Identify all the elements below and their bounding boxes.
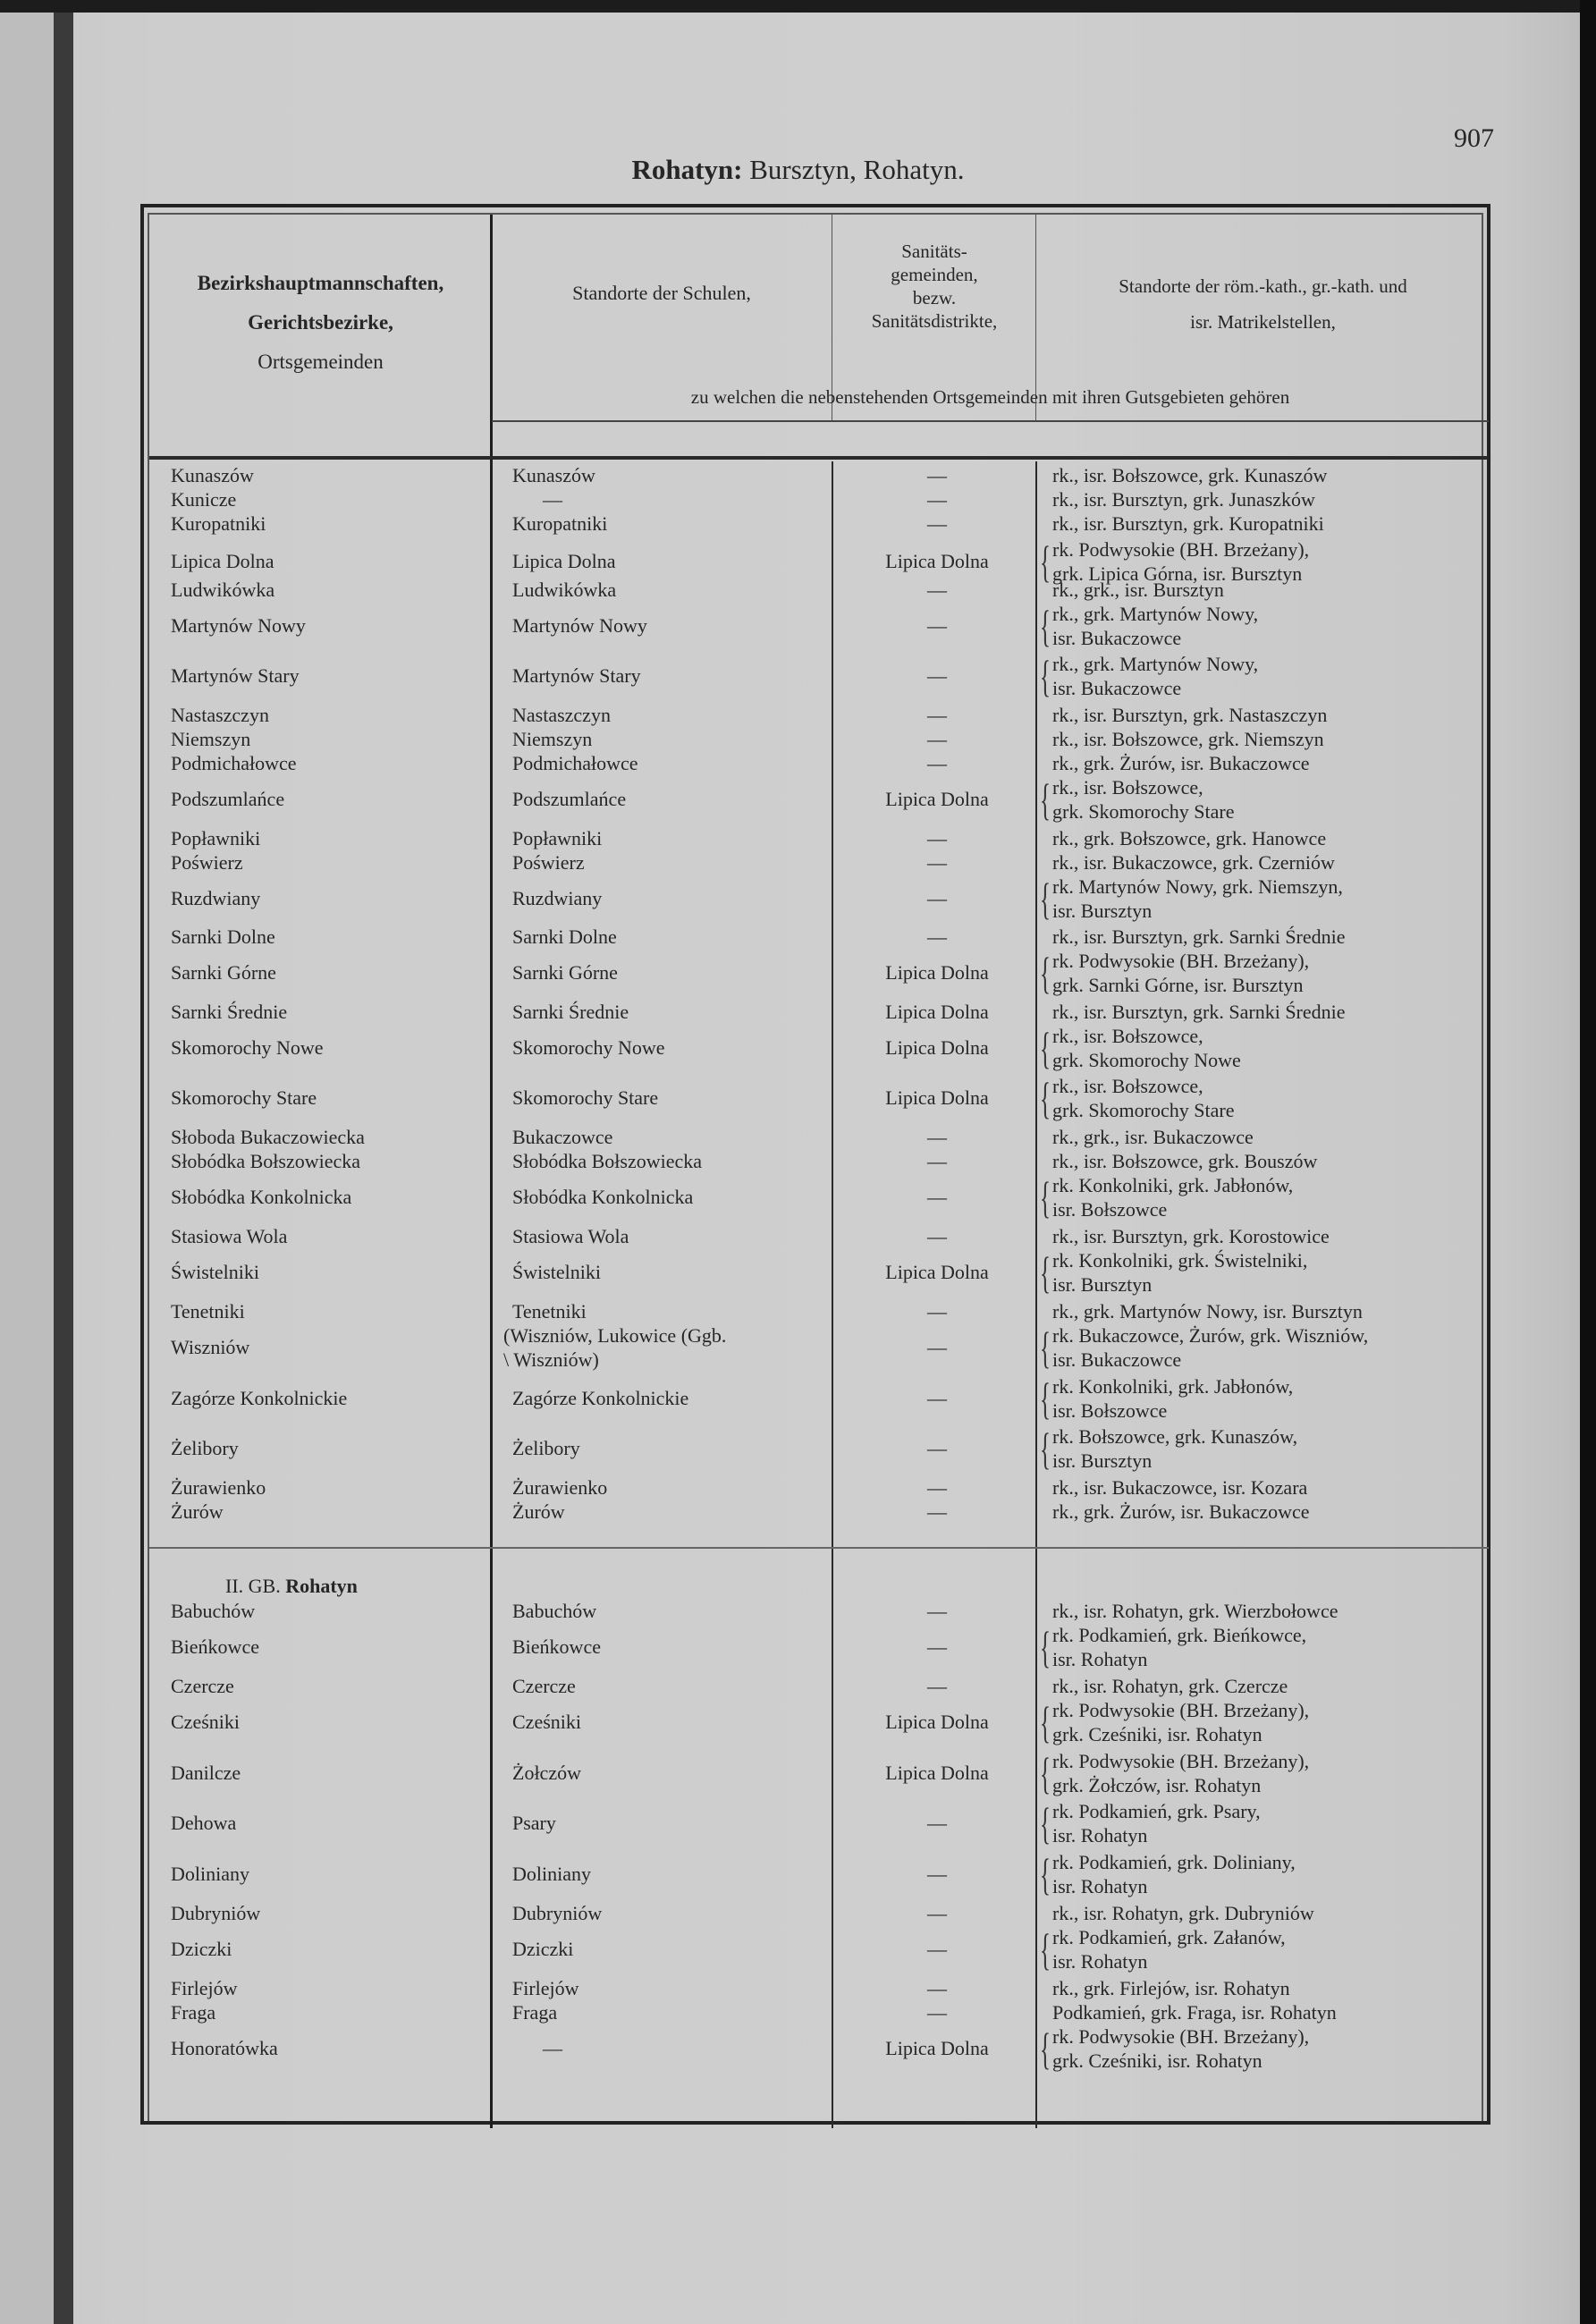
book-binding bbox=[54, 13, 73, 2324]
cell-schule: Stasiowa Wola bbox=[512, 1225, 629, 1247]
cell-ortsgemeinde: Kunaszów bbox=[171, 464, 254, 486]
cell-matrikel-line: isr. Bursztyn bbox=[1052, 1273, 1153, 1296]
cell-matrikelstellen bbox=[1040, 1323, 1490, 1373]
cell-schule: Zagórze Konkolnickie bbox=[512, 1387, 689, 1409]
page-title bbox=[0, 154, 1596, 186]
column-divider-3 bbox=[1035, 461, 1037, 2128]
cell-sanitaetsgemeinde: Lipica Dolna bbox=[885, 550, 989, 572]
cell-matrikel-line: rk. Podkamień, grk. Załanów, bbox=[1052, 1926, 1286, 1948]
cell-schule: Sarnki Średnie bbox=[512, 1001, 629, 1023]
brace-icon: { bbox=[1040, 1247, 1051, 1297]
cell-matrikel-line: grk. Żołczów, isr. Rohatyn bbox=[1052, 1774, 1262, 1796]
cell-sanitaetsgemeinde: — bbox=[927, 488, 947, 511]
cell-matrikelstellen bbox=[1040, 1798, 1490, 1848]
cell-matrikelstellen bbox=[1052, 1299, 1490, 1323]
cell-sanitaetsgemeinde: Lipica Dolna bbox=[885, 1762, 989, 1784]
cell-sanitaetsgemeinde: — bbox=[927, 1300, 947, 1323]
cell-ortsgemeinde: Dziczki bbox=[171, 1938, 232, 1960]
brace-icon: { bbox=[1040, 1697, 1051, 1747]
header-col1-line2: Gerichtsbezirke, bbox=[248, 311, 393, 334]
cell-schule bbox=[503, 1323, 816, 1372]
cell-ortsgemeinde: Cześniki bbox=[171, 1711, 240, 1733]
cell-matrikel-line: isr. Rohatyn bbox=[1052, 1824, 1148, 1847]
section-2-title bbox=[225, 1574, 538, 1598]
cell-schule: Popławniki bbox=[512, 827, 603, 849]
cell-ortsgemeinde: Świstelniki bbox=[171, 1261, 260, 1283]
cell-sanitaetsgemeinde: Lipica Dolna bbox=[885, 1001, 989, 1023]
brace-icon: { bbox=[1040, 651, 1051, 701]
brace-icon: { bbox=[1040, 537, 1051, 587]
header-col3-line4: Sanitätsdistrikte, bbox=[871, 310, 998, 332]
header-col1-line1: Bezirkshauptmannschaften, bbox=[197, 272, 444, 294]
cell-sanitaetsgemeinde: — bbox=[927, 1476, 947, 1499]
cell-ortsgemeinde: Słobódka Bołszowiecka bbox=[171, 1150, 361, 1172]
cell-matrikel-line: rk. Podwysokie (BH. Brzeżany), bbox=[1052, 2025, 1310, 2048]
cell-schule: Firlejów bbox=[512, 1977, 579, 1999]
header-subheader: zu welchen die nebenstehenden Ortsgemeinden mit ihren Gutsgebieten gehören bbox=[690, 386, 1290, 408]
section-divider-rule bbox=[149, 1547, 1489, 1549]
cell-matrikel-line: isr. Rohatyn bbox=[1052, 1648, 1148, 1670]
cell-schule: Żurawienko bbox=[512, 1476, 608, 1499]
cell-matrikelstellen bbox=[1040, 1697, 1490, 1747]
header-col3-line1: Sanitäts- bbox=[901, 241, 967, 262]
cell-matrikelstellen bbox=[1052, 850, 1490, 875]
cell-ortsgemeinde: Dubryniów bbox=[171, 1902, 261, 1924]
cell-ortsgemeinde: Żelibory bbox=[171, 1437, 239, 1459]
page-number: 907 bbox=[1454, 123, 1494, 153]
cell-matrikelstellen bbox=[1052, 1125, 1490, 1149]
brace-icon: { bbox=[1040, 1849, 1051, 1899]
cell-matrikelstellen bbox=[1040, 774, 1490, 824]
cell-ortsgemeinde: Słoboda Bukaczowiecka bbox=[171, 1126, 365, 1148]
cell-matrikel-line: Podkamień, grk. Fraga, isr. Rohatyn bbox=[1052, 2001, 1337, 2024]
section-2-title-prefix: II. GB. bbox=[225, 1575, 286, 1597]
cell-ortsgemeinde: Stasiowa Wola bbox=[171, 1225, 288, 1247]
header-col-gemeinden bbox=[149, 264, 492, 382]
cell-sanitaetsgemeinde: — bbox=[927, 512, 947, 535]
cell-sanitaetsgemeinde: — bbox=[927, 614, 947, 637]
cell-sanitaetsgemeinde: — bbox=[927, 1150, 947, 1172]
header-col1-line3: Ortsgemeinden bbox=[258, 351, 384, 373]
header-col3-line3: bezw. bbox=[912, 287, 957, 308]
cell-matrikelstellen bbox=[1040, 948, 1490, 998]
cell-ortsgemeinde: Kuropatniki bbox=[171, 512, 266, 535]
cell-ortsgemeinde: Danilcze bbox=[171, 1762, 241, 1784]
title-district: Rohatyn: bbox=[631, 154, 743, 185]
cell-matrikel-line: rk. Podkamień, grk. Bieńkowce, bbox=[1052, 1624, 1307, 1646]
cell-ortsgemeinde: Martynów Stary bbox=[171, 664, 300, 687]
brace-icon: { bbox=[1040, 774, 1051, 824]
cell-schule: Sarnki Górne bbox=[512, 961, 618, 984]
cell-ortsgemeinde: Nastaszczyn bbox=[171, 704, 269, 726]
cell-sanitaetsgemeinde: — bbox=[927, 1225, 947, 1247]
header-col4-line1: Standorte der röm.-kath., gr.-kath. und bbox=[1119, 275, 1407, 297]
cell-sanitaetsgemeinde: — bbox=[927, 579, 947, 601]
cell-sanitaetsgemeinde: Lipica Dolna bbox=[885, 1261, 989, 1283]
cell-sanitaetsgemeinde: — bbox=[927, 827, 947, 849]
cell-matrikel-line: isr. Bursztyn bbox=[1052, 1449, 1153, 1472]
cell-ortsgemeinde: Słobódka Konkolnicka bbox=[171, 1186, 352, 1208]
cell-ortsgemeinde: Popławniki bbox=[171, 827, 261, 849]
cell-matrikelstellen bbox=[1052, 1500, 1490, 1524]
cell-schule: Bieńkowce bbox=[512, 1635, 601, 1658]
facing-page-edge bbox=[0, 13, 55, 2324]
cell-matrikel-line: isr. Rohatyn bbox=[1052, 1875, 1148, 1897]
cell-matrikel-line: rk. Martynów Nowy, grk. Niemszyn, bbox=[1052, 875, 1343, 898]
brace-icon: { bbox=[1040, 1073, 1051, 1123]
cell-matrikel-line: rk. Podwysokie (BH. Brzeżany), bbox=[1052, 950, 1310, 972]
cell-matrikel-line: rk., grk. Martynów Nowy, bbox=[1052, 653, 1259, 675]
cell-ortsgemeinde: Skomorochy Nowe bbox=[171, 1036, 324, 1059]
cell-matrikelstellen bbox=[1040, 651, 1490, 701]
cell-matrikelstellen bbox=[1040, 2024, 1490, 2074]
brace-icon: { bbox=[1040, 1172, 1051, 1222]
cell-sanitaetsgemeinde: — bbox=[927, 1186, 947, 1208]
cell-sanitaetsgemeinde: — bbox=[927, 1600, 947, 1622]
cell-schule: — bbox=[543, 488, 562, 511]
cell-schule: Skomorochy Nowe bbox=[512, 1036, 665, 1059]
cell-schule: Lipica Dolna bbox=[512, 550, 616, 572]
cell-matrikelstellen bbox=[1040, 1849, 1490, 1899]
cell-sanitaetsgemeinde: — bbox=[927, 1812, 947, 1834]
cell-schule: Podszumlańce bbox=[512, 788, 627, 810]
cell-matrikel-line: rk. Podkamień, grk. Psary, bbox=[1052, 1800, 1261, 1822]
cell-ortsgemeinde: Podszumlańce bbox=[171, 788, 285, 810]
cell-matrikel-line: grk. Cześniki, isr. Rohatyn bbox=[1052, 2049, 1262, 2072]
header-col-matrikel bbox=[1037, 268, 1489, 340]
cell-matrikelstellen bbox=[1052, 925, 1490, 949]
cell-matrikelstellen bbox=[1052, 727, 1490, 751]
cell-schule: Niemszyn bbox=[512, 728, 593, 750]
cell-matrikelstellen bbox=[1052, 1475, 1490, 1500]
column-divider-2 bbox=[832, 461, 833, 2128]
cell-schule: Fraga bbox=[512, 2001, 558, 2024]
cell-matrikel-line: rk., isr. Bursztyn, grk. Kuropatniki bbox=[1052, 512, 1324, 535]
column-divider-1 bbox=[490, 215, 493, 2128]
cell-matrikel-line: isr. Rohatyn bbox=[1052, 1950, 1148, 1973]
cell-schule: Świstelniki bbox=[512, 1261, 602, 1283]
cell-matrikelstellen bbox=[1052, 1901, 1490, 1925]
cell-matrikelstellen bbox=[1040, 601, 1490, 651]
cell-matrikelstellen bbox=[1040, 1622, 1490, 1672]
cell-matrikel-line: rk., grk. Bołszowce, grk. Hanowce bbox=[1052, 827, 1327, 849]
brace-icon: { bbox=[1040, 1798, 1051, 1848]
cell-ortsgemeinde: Niemszyn bbox=[171, 728, 251, 750]
cell-sanitaetsgemeinde: Lipica Dolna bbox=[885, 1086, 989, 1109]
cell-sanitaetsgemeinde: — bbox=[927, 728, 947, 750]
cell-matrikel-line: rk., grk. Żurów, isr. Bukaczowce bbox=[1052, 1500, 1310, 1523]
cell-schule: Psary bbox=[512, 1812, 556, 1834]
cell-matrikelstellen bbox=[1040, 1373, 1490, 1424]
cell-matrikel-line: rk., grk. Żurów, isr. Bukaczowce bbox=[1052, 752, 1310, 774]
cell-schule: Żołczów bbox=[512, 1762, 581, 1784]
cell-sanitaetsgemeinde: — bbox=[927, 704, 947, 726]
cell-ortsgemeinde: Sarnki Średnie bbox=[171, 1001, 288, 1023]
cell-sanitaetsgemeinde: — bbox=[927, 925, 947, 948]
cell-matrikel-line: rk., isr. Rohatyn, grk. Dubryniów bbox=[1052, 1902, 1314, 1924]
cell-sanitaetsgemeinde: — bbox=[927, 1977, 947, 1999]
cell-ortsgemeinde: Żurów bbox=[171, 1500, 224, 1523]
cell-matrikel-line: rk. Bukaczowce, Żurów, grk. Wiszniów, bbox=[1052, 1324, 1369, 1347]
cell-matrikel-line: rk., isr. Bursztyn, grk. Nastaszczyn bbox=[1052, 704, 1328, 726]
cell-schule: Słobódka Konkolnicka bbox=[512, 1186, 694, 1208]
cell-matrikelstellen bbox=[1052, 463, 1490, 487]
cell-matrikel-line: isr. Bursztyn bbox=[1052, 900, 1153, 922]
cell-matrikel-line: rk., isr. Rohatyn, grk. Wierzbołowce bbox=[1052, 1600, 1338, 1622]
cell-ortsgemeinde: Tenetniki bbox=[171, 1300, 245, 1323]
cell-sanitaetsgemeinde: Lipica Dolna bbox=[885, 961, 989, 984]
cell-sanitaetsgemeinde: — bbox=[927, 1126, 947, 1148]
cell-schule: Kuropatniki bbox=[512, 512, 608, 535]
brace-icon: { bbox=[1040, 2024, 1051, 2074]
cell-matrikelstellen bbox=[1040, 874, 1490, 924]
cell-sanitaetsgemeinde: — bbox=[927, 851, 947, 874]
cell-matrikelstellen bbox=[1040, 1424, 1490, 1474]
cell-matrikel-line: rk. Konkolniki, grk. Jabłonów, bbox=[1052, 1174, 1294, 1196]
cell-schule: Żelibory bbox=[512, 1437, 580, 1459]
cell-matrikelstellen bbox=[1052, 1976, 1490, 2000]
cell-schule: Bukaczowce bbox=[512, 1126, 613, 1148]
cell-matrikel-line: grk. Lipica Górna, isr. Bursztyn bbox=[1052, 562, 1303, 585]
cell-matrikel-line: rk., isr. Bukaczowce, grk. Czerniów bbox=[1052, 851, 1335, 874]
cell-matrikel-line: rk. Podkamień, grk. Doliniany, bbox=[1052, 1851, 1296, 1873]
cell-schule-line: (Wiszniów, Lukowice (Ggb. bbox=[503, 1324, 727, 1347]
cell-ortsgemeinde: Firlejów bbox=[171, 1977, 238, 1999]
cell-matrikelstellen bbox=[1052, 487, 1490, 511]
cell-sanitaetsgemeinde: — bbox=[927, 464, 947, 486]
cell-schule: Ludwikówka bbox=[512, 579, 617, 601]
cell-matrikel-line: grk. Skomorochy Nowe bbox=[1052, 1049, 1241, 1071]
cell-schule: Żurów bbox=[512, 1500, 565, 1523]
cell-matrikelstellen bbox=[1052, 1674, 1490, 1698]
cell-matrikel-line: rk., grk., isr. Bursztyn bbox=[1052, 579, 1224, 601]
cell-sanitaetsgemeinde: — bbox=[927, 887, 947, 909]
cell-ortsgemeinde: Martynów Nowy bbox=[171, 614, 306, 637]
cell-sanitaetsgemeinde: — bbox=[927, 1437, 947, 1459]
cell-ortsgemeinde: Bieńkowce bbox=[171, 1635, 259, 1658]
cell-ortsgemeinde: Ruzdwiany bbox=[171, 887, 261, 909]
cell-matrikel-line: rk., grk. Firlejów, isr. Rohatyn bbox=[1052, 1977, 1290, 1999]
cell-schule: Ruzdwiany bbox=[512, 887, 603, 909]
cell-matrikel-line: rk., isr. Rohatyn, grk. Czercze bbox=[1052, 1675, 1288, 1697]
cell-matrikel-line: rk. Konkolniki, grk. Świstelniki, bbox=[1052, 1249, 1308, 1272]
cell-matrikelstellen bbox=[1052, 578, 1490, 602]
cell-ortsgemeinde: Sarnki Górne bbox=[171, 961, 276, 984]
cell-matrikel-line: rk. Konkolniki, grk. Jabłonów, bbox=[1052, 1375, 1294, 1398]
cell-schule: — bbox=[543, 2037, 562, 2059]
cell-schule-line: \ Wiszniów) bbox=[503, 1348, 599, 1371]
cell-matrikel-line: rk., isr. Bursztyn, grk. Junaszków bbox=[1052, 488, 1315, 511]
cell-matrikelstellen bbox=[1052, 2000, 1490, 2024]
brace-icon: { bbox=[1040, 1924, 1051, 1974]
brace-icon: { bbox=[1040, 1748, 1051, 1798]
section-2-title-court: Rohatyn bbox=[285, 1575, 358, 1597]
cell-schule: Cześniki bbox=[512, 1711, 581, 1733]
brace-icon: { bbox=[1040, 948, 1051, 998]
header-col-sanitaet bbox=[833, 240, 1035, 333]
gazetteer-table bbox=[140, 204, 1490, 2125]
cell-matrikel-line: isr. Bukaczowce bbox=[1052, 1348, 1182, 1371]
brace-icon: { bbox=[1040, 874, 1051, 924]
header-col4-line2: isr. Matrikelstellen, bbox=[1190, 311, 1336, 333]
cell-sanitaetsgemeinde: Lipica Dolna bbox=[885, 2037, 989, 2059]
brace-icon: { bbox=[1040, 1023, 1051, 1073]
cell-schule: Czercze bbox=[512, 1675, 576, 1697]
cell-schule: Martynów Nowy bbox=[512, 614, 647, 637]
header-col3-line2: gemeinden, bbox=[891, 264, 978, 285]
cell-matrikelstellen bbox=[1052, 1000, 1490, 1024]
cell-ortsgemeinde: Ludwikówka bbox=[171, 579, 275, 601]
cell-matrikelstellen bbox=[1040, 1924, 1490, 1974]
cell-sanitaetsgemeinde: — bbox=[927, 1675, 947, 1697]
cell-schule: Kunaszów bbox=[512, 464, 595, 486]
cell-matrikel-line: rk. Bołszowce, grk. Kunaszów, bbox=[1052, 1425, 1298, 1448]
cell-matrikel-line: isr. Bukaczowce bbox=[1052, 627, 1182, 649]
cell-matrikelstellen bbox=[1052, 751, 1490, 775]
cell-matrikel-line: grk. Sarnki Górne, isr. Bursztyn bbox=[1052, 974, 1304, 996]
cell-sanitaetsgemeinde: — bbox=[927, 2001, 947, 2024]
cell-matrikel-line: rk., grk., isr. Bukaczowce bbox=[1052, 1126, 1254, 1148]
cell-matrikel-line: rk., isr. Bursztyn, grk. Sarnki Średnie bbox=[1052, 1001, 1346, 1023]
cell-ortsgemeinde: Zagórze Konkolnickie bbox=[171, 1387, 348, 1409]
cell-matrikelstellen bbox=[1052, 1224, 1490, 1248]
cell-sanitaetsgemeinde: Lipica Dolna bbox=[885, 788, 989, 810]
brace-icon: { bbox=[1040, 601, 1051, 651]
cell-ortsgemeinde: Dehowa bbox=[171, 1812, 237, 1834]
cell-sanitaetsgemeinde: — bbox=[927, 752, 947, 774]
cell-matrikel-line: rk. Podwysokie (BH. Brzeżany), bbox=[1052, 1750, 1310, 1772]
cell-schule: Poświerz bbox=[512, 851, 585, 874]
cell-sanitaetsgemeinde: Lipica Dolna bbox=[885, 1036, 989, 1059]
cell-matrikelstellen bbox=[1040, 1247, 1490, 1297]
cell-sanitaetsgemeinde: — bbox=[927, 1902, 947, 1924]
cell-ortsgemeinde: Sarnki Dolne bbox=[171, 925, 275, 948]
cell-sanitaetsgemeinde: — bbox=[927, 1863, 947, 1885]
cell-schule: Martynów Stary bbox=[512, 664, 641, 687]
cell-schule: Dubryniów bbox=[512, 1902, 603, 1924]
cell-matrikel-line: rk., isr. Bołszowce, grk. Niemszyn bbox=[1052, 728, 1324, 750]
cell-matrikel-line: rk., isr. Bołszowce, grk. Kunaszów bbox=[1052, 464, 1328, 486]
cell-ortsgemeinde: Podmichałowce bbox=[171, 752, 297, 774]
cell-sanitaetsgemeinde: — bbox=[927, 1500, 947, 1523]
cell-matrikel-line: isr. Bukaczowce bbox=[1052, 677, 1182, 699]
brace-icon: { bbox=[1040, 1622, 1051, 1672]
cell-ortsgemeinde: Kunicze bbox=[171, 488, 237, 511]
header-subrule bbox=[492, 420, 1489, 422]
cell-sanitaetsgemeinde: — bbox=[927, 1387, 947, 1409]
cell-matrikel-line: rk., isr. Bukaczowce, isr. Kozara bbox=[1052, 1476, 1308, 1499]
brace-icon: { bbox=[1040, 1424, 1051, 1474]
cell-sanitaetsgemeinde: — bbox=[927, 664, 947, 687]
cell-matrikel-line: grk. Skomorochy Stare bbox=[1052, 800, 1235, 823]
brace-icon: { bbox=[1040, 1373, 1051, 1424]
cell-matrikel-line: rk., isr. Bołszowce, grk. Bouszów bbox=[1052, 1150, 1318, 1172]
cell-matrikelstellen bbox=[1052, 1149, 1490, 1173]
title-subdistricts: Bursztyn, Rohatyn. bbox=[742, 154, 965, 185]
cell-matrikelstellen bbox=[1052, 511, 1490, 536]
cell-ortsgemeinde: Fraga bbox=[171, 2001, 216, 2024]
cell-schule: Skomorochy Stare bbox=[512, 1086, 659, 1109]
cell-ortsgemeinde: Poświerz bbox=[171, 851, 243, 874]
cell-matrikelstellen bbox=[1040, 1172, 1490, 1222]
cell-matrikel-line: isr. Bołszowce bbox=[1052, 1399, 1168, 1422]
cell-matrikel-line: rk., grk. Martynów Nowy, isr. Bursztyn bbox=[1052, 1300, 1363, 1323]
cell-matrikel-line: grk. Cześniki, isr. Rohatyn bbox=[1052, 1723, 1262, 1745]
cell-ortsgemeinde: Wiszniów bbox=[171, 1336, 250, 1358]
cell-matrikelstellen bbox=[1040, 1023, 1490, 1073]
cell-matrikelstellen bbox=[1040, 1073, 1490, 1123]
cell-ortsgemeinde: Skomorochy Stare bbox=[171, 1086, 317, 1109]
cell-matrikel-line: rk., grk. Martynów Nowy, bbox=[1052, 603, 1259, 625]
cell-schule: Doliniany bbox=[512, 1863, 591, 1885]
cell-matrikel-line: rk., isr. Bursztyn, grk. Korostowice bbox=[1052, 1225, 1330, 1247]
cell-schule: Sarnki Dolne bbox=[512, 925, 617, 948]
scan-right-edge bbox=[1580, 0, 1596, 2324]
cell-ortsgemeinde: Żurawienko bbox=[171, 1476, 266, 1499]
header-bottom-rule bbox=[149, 456, 1489, 460]
table-inner-frame bbox=[148, 213, 1483, 2121]
cell-matrikel-line: rk., isr. Bołszowce, bbox=[1052, 776, 1203, 799]
cell-sanitaetsgemeinde: — bbox=[927, 1336, 947, 1358]
cell-schule: Nastaszczyn bbox=[512, 704, 611, 726]
cell-ortsgemeinde: Lipica Dolna bbox=[171, 550, 274, 572]
cell-matrikel-line: rk., isr. Bołszowce, bbox=[1052, 1075, 1203, 1097]
cell-matrikel-line: grk. Skomorochy Stare bbox=[1052, 1099, 1235, 1121]
cell-matrikelstellen bbox=[1040, 1748, 1490, 1798]
cell-sanitaetsgemeinde: — bbox=[927, 1635, 947, 1658]
cell-ortsgemeinde: Doliniany bbox=[171, 1863, 249, 1885]
cell-schule: Babuchów bbox=[512, 1600, 597, 1622]
cell-matrikelstellen bbox=[1052, 1599, 1490, 1623]
cell-matrikel-line: rk., isr. Bursztyn, grk. Sarnki Średnie bbox=[1052, 925, 1346, 948]
cell-schule: Podmichałowce bbox=[512, 752, 638, 774]
cell-ortsgemeinde: Czercze bbox=[171, 1675, 234, 1697]
cell-ortsgemeinde: Honoratówka bbox=[171, 2037, 278, 2059]
cell-matrikel-line: isr. Bołszowce bbox=[1052, 1198, 1168, 1221]
brace-icon: { bbox=[1040, 1323, 1051, 1373]
cell-matrikelstellen bbox=[1052, 826, 1490, 850]
cell-matrikel-line: rk. Podwysokie (BH. Brzeżany), bbox=[1052, 1699, 1310, 1721]
cell-ortsgemeinde: Babuchów bbox=[171, 1600, 256, 1622]
cell-matrikelstellen bbox=[1052, 703, 1490, 727]
cell-sanitaetsgemeinde: — bbox=[927, 1938, 947, 1960]
cell-matrikel-line: rk., isr. Bołszowce, bbox=[1052, 1025, 1203, 1047]
header-col-schulen: Standorte der Schulen, bbox=[572, 282, 751, 304]
cell-schule: Dziczki bbox=[512, 1938, 574, 1960]
cell-schule: Tenetniki bbox=[512, 1300, 587, 1323]
cell-sanitaetsgemeinde: Lipica Dolna bbox=[885, 1711, 989, 1733]
cell-schule: Słobódka Bołszowiecka bbox=[512, 1150, 703, 1172]
cell-matrikel-line: rk. Podwysokie (BH. Brzeżany), bbox=[1052, 538, 1310, 561]
